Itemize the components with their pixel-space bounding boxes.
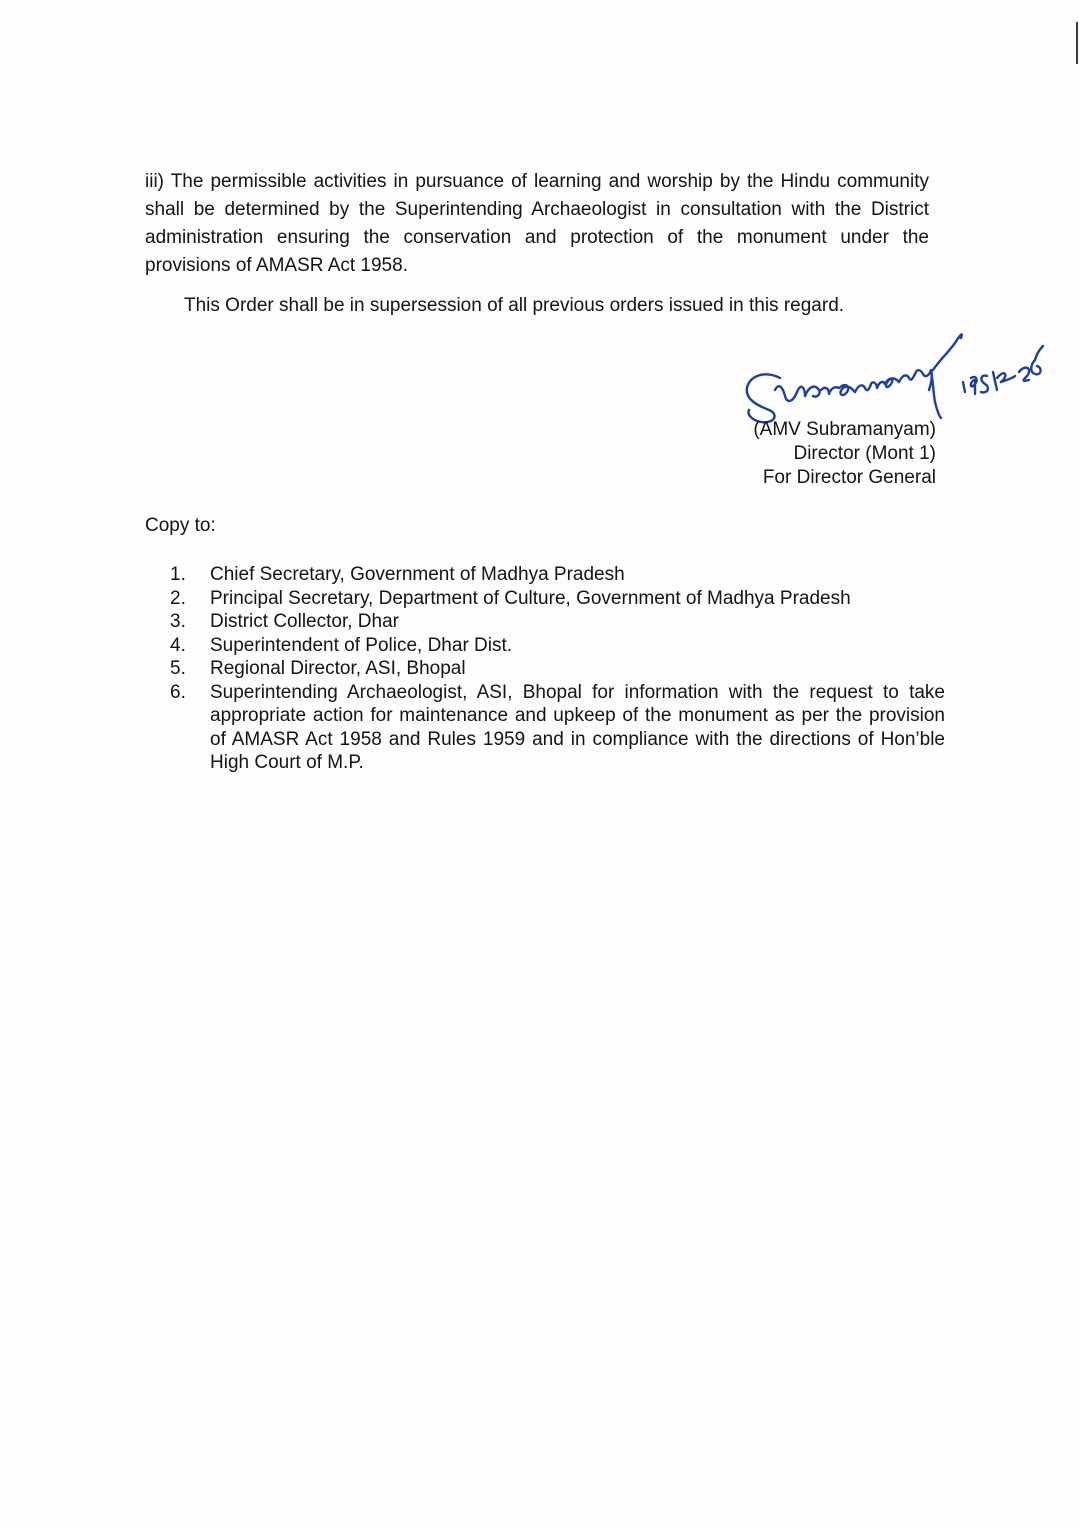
- list-item-number: 4.: [170, 634, 186, 656]
- signature-block: [753, 418, 936, 490]
- list-item: [170, 634, 945, 658]
- order-statement: This Order shall be in supersession of all previous orders issued in this regard.: [184, 295, 845, 316]
- list-item-text: District Collector, Dhar: [210, 611, 399, 632]
- list-item-number: 1.: [170, 564, 186, 585]
- copy-to-label: Copy to:: [145, 515, 216, 536]
- list-item-number: 5.: [170, 658, 186, 679]
- list-item-number: 3.: [170, 611, 186, 632]
- signatory-name: (AMV Subramanyam): [753, 419, 936, 440]
- copy-to-list: [170, 563, 945, 775]
- handwritten-signature: [735, 330, 1055, 425]
- list-item: [170, 681, 945, 775]
- list-item: [170, 563, 945, 587]
- list-item: [170, 610, 945, 634]
- list-item-number: 6.: [170, 681, 186, 703]
- paragraph-iii: iii) The permissible activities in pursuance of learning and worship by the Hindu community shall be determined by the Superintending Archaeologist in consultation with the District administration ensuring the conservation and protection of the monument under the provisions of AMASR Act 1958.: [145, 171, 929, 276]
- list-item-text: Superintendent of Police, Dhar Dist.: [210, 634, 513, 656]
- list-item: [170, 587, 945, 611]
- signatory-for: For Director General: [762, 467, 936, 488]
- list-item-number: 2.: [170, 587, 186, 609]
- list-item-text: Regional Director, ASI, Bhopal: [210, 658, 466, 679]
- signatory-designation: Director (Mont 1): [793, 443, 936, 464]
- list-item-text: Principal Secretary, Department of Culture, Government of Madhya Pradesh: [210, 587, 851, 609]
- list-item-text: Chief Secretary, Government of Madhya Pradesh: [210, 564, 625, 585]
- list-item: [170, 657, 945, 681]
- scan-edge-mark: [1076, 22, 1078, 64]
- list-item-text: Superintending Archaeologist, ASI, Bhopal for information with the request to take appropriate action for maintenance and upkeep of the monument as per the provision of AMASR Act 1958 and Rules 1959 and in compliance with the directions of Hon’ble High Court of M.P.: [210, 681, 945, 773]
